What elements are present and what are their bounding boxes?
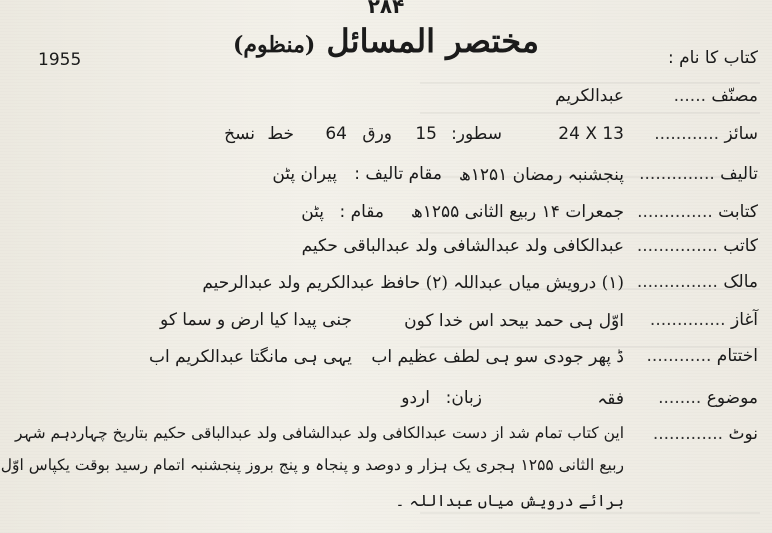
row-author: [0, 86, 772, 114]
owner-value: (۱) درویش میاں عبداللہ (۲) حافظ عبدالکریم ولد عبدالرحیم: [202, 273, 624, 293]
lines-value: 15: [415, 124, 437, 144]
scribe-value: عبدالکافی ولد عبدالشافی ولد عبدالباقی حکیم: [301, 236, 624, 256]
title-main: مختصر المسائل: [326, 22, 539, 60]
pages-label: ورق: [362, 124, 392, 144]
scribe-label: کاتب ...............: [636, 236, 758, 256]
row-beginning: [0, 310, 772, 338]
copying-place-label: مقام :: [339, 202, 384, 222]
row-subject: [0, 388, 772, 416]
year: 1955: [38, 50, 82, 70]
row-ending: [0, 346, 772, 374]
row-book-name: [0, 48, 772, 76]
subject-label: موضوع ........: [658, 388, 758, 408]
book-name-label: کتاب کا نام :: [667, 48, 758, 68]
language-value: اردو: [401, 388, 430, 408]
copying-place-value: پٹن: [301, 202, 324, 222]
ending-label: اختتام ............: [646, 346, 758, 366]
composition-place-label: مقام تالیف :: [354, 164, 442, 184]
subject-value: فقہ: [597, 389, 624, 409]
size-label: سائز ............: [654, 124, 758, 144]
row-note-2: [0, 456, 772, 484]
composition-place-value: پیران پٹن: [272, 164, 337, 184]
row-size: [0, 124, 772, 152]
ending-verse-b: یہی ہی مانگتا عبدالکریم اب: [149, 347, 352, 367]
language-label: زبان:: [445, 388, 482, 408]
note-line-3: برائے درویش میاں عبداللہ ۔: [395, 492, 624, 510]
copying-label: کتابت ..............: [637, 202, 758, 222]
row-owner: [0, 272, 772, 300]
note-line-2: ربیع الثانی ۱۲۵۵ ہجری یک ہزار و دوصد و پنجاہ و پنج بروز پنجشنبہ اتمام رسید بوقت یکپاس اوّل: [0, 456, 624, 474]
beginning-verse-a: اوّل ہی حمد بیحد اس خدا کون: [404, 311, 624, 331]
owner-label: مالک ...............: [636, 272, 758, 292]
beginning-label: آغاز ..............: [649, 310, 758, 330]
title-subtitle: (منظوم): [233, 32, 316, 58]
author-value: عبدالکریم: [555, 86, 624, 106]
script-label: خط: [267, 124, 294, 144]
copying-date: جمعرات ۱۴ ربیع الثانی ۱۲۵۵ھ: [410, 202, 624, 222]
page-number: ۲۸۴: [367, 0, 405, 18]
row-composition: [0, 164, 772, 192]
note-label: نوٹ .............: [652, 424, 758, 444]
row-scribe: [0, 236, 772, 264]
row-note: [0, 424, 772, 452]
note-line-1: این کتاب تمام شد از دست عبدالکافی ولد عبدالشافی ولد عبدالباقی حکیم بتاریخ چہاردہم شہر: [14, 424, 624, 442]
beginning-verse-b: جنی پیدا کیا ارض و سما کو: [160, 310, 352, 330]
ending-verse-a: ڈ پھر جودی سو ہی لطف عظیم اب: [371, 347, 624, 367]
composition-date: پنجشنبہ رمضان ۱۲۵۱ھ: [458, 165, 624, 185]
lines-label: سطور:: [451, 124, 502, 144]
pages-value: 64: [325, 124, 347, 144]
row-note-3: [0, 492, 772, 520]
bleed-through-line: [420, 82, 760, 84]
script-value: نسخ: [224, 124, 255, 144]
composition-label: تالیف ..............: [639, 164, 758, 184]
size-value: 24 X 13: [558, 124, 624, 144]
row-copying: [0, 202, 772, 230]
bleed-through-line: [420, 232, 760, 234]
author-label: مصنّف ......: [673, 86, 758, 106]
